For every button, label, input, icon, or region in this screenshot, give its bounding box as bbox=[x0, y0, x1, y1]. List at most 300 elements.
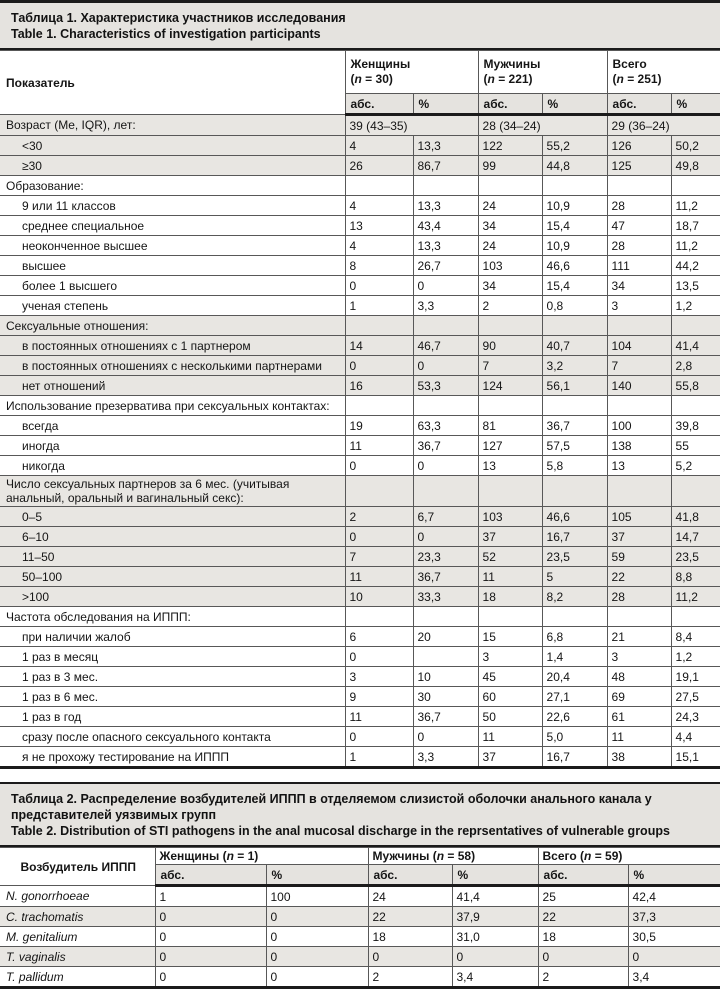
row-label: C. trachomatis bbox=[0, 907, 155, 927]
data-cell: 3,3 bbox=[413, 296, 478, 316]
data-cell: 24 bbox=[478, 196, 542, 216]
subheader-pct: % bbox=[671, 94, 720, 115]
row-label: 9 или 11 классов bbox=[0, 196, 345, 216]
data-cell: 2 bbox=[538, 967, 628, 988]
row-label: N. gonorrhoeae bbox=[0, 886, 155, 907]
data-cell: 90 bbox=[478, 336, 542, 356]
data-cell: 11 bbox=[478, 727, 542, 747]
table-row bbox=[0, 336, 720, 356]
data-cell: 47 bbox=[607, 216, 671, 236]
data-cell: 13 bbox=[478, 456, 542, 476]
table-row bbox=[0, 216, 720, 236]
data-cell: 13,5 bbox=[671, 276, 720, 296]
subheader-abs: абс. bbox=[345, 94, 413, 115]
row-label: всегда bbox=[0, 416, 345, 436]
data-cell: 46,6 bbox=[542, 507, 607, 527]
data-cell: 125 bbox=[607, 156, 671, 176]
table-row bbox=[0, 667, 720, 687]
column-header-women: Женщины (n = 1) bbox=[155, 848, 368, 865]
table-row bbox=[0, 507, 720, 527]
table-row bbox=[0, 436, 720, 456]
data-cell: 15,4 bbox=[542, 216, 607, 236]
data-cell: 13,3 bbox=[413, 236, 478, 256]
data-cell: 0 bbox=[413, 276, 478, 296]
row-label: при наличии жалоб bbox=[0, 627, 345, 647]
data-cell: 0 bbox=[452, 947, 538, 967]
row-label: нет отношений bbox=[0, 376, 345, 396]
data-cell: 3,2 bbox=[542, 356, 607, 376]
data-cell: 0 bbox=[413, 527, 478, 547]
data-cell bbox=[607, 476, 671, 507]
data-cell: 11 bbox=[345, 436, 413, 456]
data-cell: 11 bbox=[345, 707, 413, 727]
data-cell bbox=[542, 607, 607, 627]
data-cell: 24 bbox=[368, 886, 452, 907]
data-cell: 50 bbox=[478, 707, 542, 727]
data-cell: 3,4 bbox=[628, 967, 720, 988]
data-cell: 6,8 bbox=[542, 627, 607, 647]
data-cell: 36,7 bbox=[542, 416, 607, 436]
table-row bbox=[0, 907, 720, 927]
row-label: M. genitalium bbox=[0, 927, 155, 947]
data-cell: 1,4 bbox=[542, 647, 607, 667]
table-row bbox=[0, 747, 720, 768]
row-label: Число сексуальных партнеров за 6 мес. (учитывая анальный, оральный и вагинальный секс): bbox=[0, 476, 345, 507]
data-cell: 46,7 bbox=[413, 336, 478, 356]
data-cell bbox=[413, 647, 478, 667]
data-cell bbox=[607, 316, 671, 336]
table-row bbox=[0, 886, 720, 907]
data-cell: 140 bbox=[607, 376, 671, 396]
data-cell: 61 bbox=[607, 707, 671, 727]
table-row bbox=[0, 376, 720, 396]
data-cell bbox=[671, 316, 720, 336]
data-cell: 4,4 bbox=[671, 727, 720, 747]
data-cell: 2 bbox=[345, 507, 413, 527]
table-row bbox=[0, 707, 720, 727]
table-row bbox=[0, 547, 720, 567]
column-header-pathogen: Возбудитель ИППП bbox=[0, 848, 155, 886]
data-cell: 1 bbox=[345, 747, 413, 768]
table-row bbox=[0, 176, 720, 196]
data-cell bbox=[671, 607, 720, 627]
data-cell: 41,4 bbox=[452, 886, 538, 907]
row-label: Образование: bbox=[0, 176, 345, 196]
table-row bbox=[0, 396, 720, 416]
data-cell: 22 bbox=[607, 567, 671, 587]
table2-body bbox=[0, 886, 720, 988]
data-cell: 8 bbox=[345, 256, 413, 276]
data-cell: 3 bbox=[478, 647, 542, 667]
data-cell: 24 bbox=[478, 236, 542, 256]
data-cell: 11 bbox=[607, 727, 671, 747]
data-cell: 40,7 bbox=[542, 336, 607, 356]
data-cell: 0 bbox=[538, 947, 628, 967]
data-cell bbox=[478, 476, 542, 507]
data-cell: 39 (43–35) bbox=[345, 115, 478, 136]
data-cell: 36,7 bbox=[413, 567, 478, 587]
data-cell: 5,2 bbox=[671, 456, 720, 476]
row-label: среднее специальное bbox=[0, 216, 345, 236]
data-cell: 36,7 bbox=[413, 707, 478, 727]
table-row bbox=[0, 276, 720, 296]
data-cell: 13 bbox=[607, 456, 671, 476]
data-cell: 0 bbox=[345, 356, 413, 376]
data-cell: 16,7 bbox=[542, 527, 607, 547]
data-cell: 105 bbox=[607, 507, 671, 527]
data-cell: 25 bbox=[538, 886, 628, 907]
data-cell: 43,4 bbox=[413, 216, 478, 236]
data-cell: 0 bbox=[155, 967, 266, 988]
subheader-pct: % bbox=[266, 865, 368, 886]
row-label: более 1 высшего bbox=[0, 276, 345, 296]
data-cell: 24,3 bbox=[671, 707, 720, 727]
data-cell: 56,1 bbox=[542, 376, 607, 396]
data-cell: 38 bbox=[607, 747, 671, 768]
data-cell: 11 bbox=[478, 567, 542, 587]
data-cell bbox=[542, 176, 607, 196]
data-cell: 60 bbox=[478, 687, 542, 707]
data-cell bbox=[671, 476, 720, 507]
data-cell: 34 bbox=[478, 276, 542, 296]
data-cell bbox=[345, 607, 413, 627]
table2-caption bbox=[0, 784, 720, 845]
data-cell: 1 bbox=[155, 886, 266, 907]
table-row bbox=[0, 416, 720, 436]
data-cell: 3,4 bbox=[452, 967, 538, 988]
data-cell: 46,6 bbox=[542, 256, 607, 276]
row-label: неоконченное высшее bbox=[0, 236, 345, 256]
row-label: 0–5 bbox=[0, 507, 345, 527]
data-cell: 49,8 bbox=[671, 156, 720, 176]
table-row bbox=[0, 456, 720, 476]
data-cell: 16 bbox=[345, 376, 413, 396]
data-cell: 0 bbox=[345, 527, 413, 547]
data-cell: 126 bbox=[607, 136, 671, 156]
data-cell: 23,5 bbox=[671, 547, 720, 567]
data-cell: 22 bbox=[368, 907, 452, 927]
table1-header bbox=[0, 51, 720, 115]
table-row bbox=[0, 967, 720, 988]
data-cell: 7 bbox=[607, 356, 671, 376]
data-cell: 42,4 bbox=[628, 886, 720, 907]
row-label: 1 раз в месяц bbox=[0, 647, 345, 667]
data-cell: 1,2 bbox=[671, 647, 720, 667]
table-row bbox=[0, 607, 720, 627]
table2-header bbox=[0, 848, 720, 886]
table1-caption bbox=[0, 3, 720, 48]
data-cell: 86,7 bbox=[413, 156, 478, 176]
data-cell: 27,1 bbox=[542, 687, 607, 707]
data-cell: 36,7 bbox=[413, 436, 478, 456]
row-label: я не прохожу тестирование на ИППП bbox=[0, 747, 345, 768]
data-cell: 1 bbox=[345, 296, 413, 316]
data-cell: 23,5 bbox=[542, 547, 607, 567]
data-cell: 22 bbox=[538, 907, 628, 927]
data-cell: 37 bbox=[607, 527, 671, 547]
data-cell: 30,5 bbox=[628, 927, 720, 947]
data-cell bbox=[478, 316, 542, 336]
data-cell: 28 (34–24) bbox=[478, 115, 607, 136]
data-cell: 0 bbox=[266, 967, 368, 988]
data-cell: 11,2 bbox=[671, 587, 720, 607]
table-row bbox=[0, 236, 720, 256]
data-cell: 14,7 bbox=[671, 527, 720, 547]
table2-caption-en: Table 2. Distribution of STI pathogens in the anal mucosal discharge in the reprsentatives of vulnerable groups bbox=[11, 824, 670, 838]
data-cell: 103 bbox=[478, 507, 542, 527]
data-cell bbox=[413, 176, 478, 196]
data-cell: 20 bbox=[413, 627, 478, 647]
data-cell: 26,7 bbox=[413, 256, 478, 276]
data-cell: 122 bbox=[478, 136, 542, 156]
data-cell: 13,3 bbox=[413, 196, 478, 216]
table-row bbox=[0, 527, 720, 547]
data-cell: 37,9 bbox=[452, 907, 538, 927]
data-cell: 8,4 bbox=[671, 627, 720, 647]
data-cell: 59 bbox=[607, 547, 671, 567]
tables-gap bbox=[0, 769, 720, 782]
table-row bbox=[0, 476, 720, 507]
table-row bbox=[0, 156, 720, 176]
data-cell bbox=[413, 607, 478, 627]
column-header-total: Всего (n = 59) bbox=[538, 848, 720, 865]
data-cell: 0 bbox=[413, 356, 478, 376]
data-cell bbox=[345, 396, 413, 416]
data-cell: 55 bbox=[671, 436, 720, 456]
row-label: T. pallidum bbox=[0, 967, 155, 988]
data-cell: 5 bbox=[542, 567, 607, 587]
data-cell: 16,7 bbox=[542, 747, 607, 768]
data-cell: 13,3 bbox=[413, 136, 478, 156]
data-cell: 0 bbox=[345, 647, 413, 667]
table-row bbox=[0, 136, 720, 156]
data-cell: 0,8 bbox=[542, 296, 607, 316]
data-cell: 52 bbox=[478, 547, 542, 567]
table-row bbox=[0, 587, 720, 607]
table-row bbox=[0, 356, 720, 376]
data-cell: 37 bbox=[478, 747, 542, 768]
data-cell: 0 bbox=[345, 727, 413, 747]
data-cell: 0 bbox=[266, 947, 368, 967]
data-cell: 10 bbox=[345, 587, 413, 607]
data-cell bbox=[607, 396, 671, 416]
row-label: 6–10 bbox=[0, 527, 345, 547]
data-cell: 31,0 bbox=[452, 927, 538, 947]
row-label: никогда bbox=[0, 456, 345, 476]
data-cell: 27,5 bbox=[671, 687, 720, 707]
data-cell bbox=[413, 396, 478, 416]
subheader-pct: % bbox=[413, 94, 478, 115]
data-cell: 0 bbox=[413, 456, 478, 476]
row-label: >100 bbox=[0, 587, 345, 607]
row-label: ≥30 bbox=[0, 156, 345, 176]
data-cell: 18 bbox=[478, 587, 542, 607]
table1 bbox=[0, 50, 720, 769]
data-cell bbox=[345, 476, 413, 507]
data-cell bbox=[607, 607, 671, 627]
column-header-indicator: Показатель bbox=[0, 51, 345, 115]
row-label: Сексуальные отношения: bbox=[0, 316, 345, 336]
table-row bbox=[0, 296, 720, 316]
data-cell: 5,8 bbox=[542, 456, 607, 476]
subheader-pct: % bbox=[452, 865, 538, 886]
data-cell: 0 bbox=[628, 947, 720, 967]
data-cell bbox=[671, 176, 720, 196]
data-cell: 3 bbox=[607, 296, 671, 316]
data-cell: 8,8 bbox=[671, 567, 720, 587]
table-row bbox=[0, 687, 720, 707]
row-label: ученая степень bbox=[0, 296, 345, 316]
subheader-abs: абс. bbox=[155, 865, 266, 886]
data-cell: 50,2 bbox=[671, 136, 720, 156]
table-row bbox=[0, 727, 720, 747]
data-cell: 19,1 bbox=[671, 667, 720, 687]
table-row bbox=[0, 927, 720, 947]
data-cell: 26 bbox=[345, 156, 413, 176]
row-label: 1 раз в год bbox=[0, 707, 345, 727]
data-cell: 18,7 bbox=[671, 216, 720, 236]
data-cell bbox=[542, 316, 607, 336]
data-cell: 4 bbox=[345, 236, 413, 256]
data-cell: 11 bbox=[345, 567, 413, 587]
table-row bbox=[0, 115, 720, 136]
data-cell: 0 bbox=[155, 907, 266, 927]
data-cell: 22,6 bbox=[542, 707, 607, 727]
data-cell: 138 bbox=[607, 436, 671, 456]
data-cell: 100 bbox=[607, 416, 671, 436]
column-header-men: Мужчины (n = 58) bbox=[368, 848, 538, 865]
table-row bbox=[0, 627, 720, 647]
data-cell: 44,8 bbox=[542, 156, 607, 176]
table1-section bbox=[0, 3, 720, 769]
data-cell: 11,2 bbox=[671, 236, 720, 256]
data-cell: 0 bbox=[266, 927, 368, 947]
data-cell: 3 bbox=[345, 667, 413, 687]
data-cell: 1,2 bbox=[671, 296, 720, 316]
row-label: 1 раз в 6 мес. bbox=[0, 687, 345, 707]
data-cell: 28 bbox=[607, 587, 671, 607]
data-cell: 99 bbox=[478, 156, 542, 176]
data-cell bbox=[671, 396, 720, 416]
data-cell: 29 (36–24) bbox=[607, 115, 720, 136]
data-cell: 6 bbox=[345, 627, 413, 647]
data-cell: 30 bbox=[413, 687, 478, 707]
data-cell: 5,0 bbox=[542, 727, 607, 747]
data-cell: 63,3 bbox=[413, 416, 478, 436]
row-label: сразу после опасного сексуального контакта bbox=[0, 727, 345, 747]
data-cell: 53,3 bbox=[413, 376, 478, 396]
table1-caption-ru: Таблица 1. Характеристика участников исследования bbox=[11, 11, 346, 25]
subheader-abs: абс. bbox=[607, 94, 671, 115]
column-header-women: Женщины (n = 30) bbox=[345, 51, 478, 94]
data-cell: 18 bbox=[538, 927, 628, 947]
row-label: 11–50 bbox=[0, 547, 345, 567]
data-cell: 14 bbox=[345, 336, 413, 356]
row-label: Частота обследования на ИППП: bbox=[0, 607, 345, 627]
data-cell: 20,4 bbox=[542, 667, 607, 687]
data-cell: 0 bbox=[266, 907, 368, 927]
data-cell: 0 bbox=[155, 927, 266, 947]
data-cell: 15 bbox=[478, 627, 542, 647]
subheader-abs: абс. bbox=[538, 865, 628, 886]
data-cell: 55,2 bbox=[542, 136, 607, 156]
table-row bbox=[0, 567, 720, 587]
table1-caption-en: Table 1. Characteristics of investigation participants bbox=[11, 27, 321, 41]
data-cell: 15,1 bbox=[671, 747, 720, 768]
data-cell bbox=[478, 607, 542, 627]
data-cell: 69 bbox=[607, 687, 671, 707]
data-cell: 3 bbox=[607, 647, 671, 667]
data-cell: 13 bbox=[345, 216, 413, 236]
data-cell: 2,8 bbox=[671, 356, 720, 376]
table2-caption-ru: Таблица 2. Распределение возбудителей ИППП в отделяемом слизистой оболочки анального канала у представителей уязвимых групп bbox=[11, 792, 652, 822]
data-cell bbox=[607, 176, 671, 196]
data-cell: 18 bbox=[368, 927, 452, 947]
data-cell: 4 bbox=[345, 196, 413, 216]
data-cell: 21 bbox=[607, 627, 671, 647]
column-header-men: Мужчины (n = 221) bbox=[478, 51, 607, 94]
data-cell: 124 bbox=[478, 376, 542, 396]
table-row bbox=[0, 196, 720, 216]
row-label: 1 раз в 3 мес. bbox=[0, 667, 345, 687]
row-label: в постоянных отношениях с 1 партнером bbox=[0, 336, 345, 356]
data-cell: 111 bbox=[607, 256, 671, 276]
data-cell: 37,3 bbox=[628, 907, 720, 927]
data-cell: 2 bbox=[368, 967, 452, 988]
data-cell bbox=[542, 396, 607, 416]
data-cell: 100 bbox=[266, 886, 368, 907]
data-cell: 10,9 bbox=[542, 196, 607, 216]
row-label: <30 bbox=[0, 136, 345, 156]
data-cell: 0 bbox=[345, 276, 413, 296]
row-label: T. vaginalis bbox=[0, 947, 155, 967]
data-cell: 19 bbox=[345, 416, 413, 436]
table-row bbox=[0, 316, 720, 336]
table2-section bbox=[0, 782, 720, 989]
data-cell: 39,8 bbox=[671, 416, 720, 436]
data-cell: 34 bbox=[607, 276, 671, 296]
data-cell: 34 bbox=[478, 216, 542, 236]
data-cell: 6,7 bbox=[413, 507, 478, 527]
data-cell: 23,3 bbox=[413, 547, 478, 567]
data-cell: 11,2 bbox=[671, 196, 720, 216]
data-cell: 57,5 bbox=[542, 436, 607, 456]
data-cell: 103 bbox=[478, 256, 542, 276]
data-cell: 81 bbox=[478, 416, 542, 436]
data-cell: 0 bbox=[413, 727, 478, 747]
row-label: Возраст (Me, IQR), лет: bbox=[0, 115, 345, 136]
data-cell: 33,3 bbox=[413, 587, 478, 607]
row-label: 50–100 bbox=[0, 567, 345, 587]
subheader-pct: % bbox=[542, 94, 607, 115]
data-cell: 41,4 bbox=[671, 336, 720, 356]
data-cell: 28 bbox=[607, 196, 671, 216]
row-label: иногда bbox=[0, 436, 345, 456]
data-cell bbox=[542, 476, 607, 507]
subheader-pct: % bbox=[628, 865, 720, 886]
row-label: Использование презерватива при сексуальных контактах: bbox=[0, 396, 345, 416]
subheader-abs: абс. bbox=[478, 94, 542, 115]
data-cell: 3,3 bbox=[413, 747, 478, 768]
row-label: в постоянных отношениях с несколькими партнерами bbox=[0, 356, 345, 376]
data-cell: 0 bbox=[368, 947, 452, 967]
data-cell bbox=[478, 176, 542, 196]
data-cell: 7 bbox=[478, 356, 542, 376]
data-cell: 28 bbox=[607, 236, 671, 256]
data-cell bbox=[345, 316, 413, 336]
data-cell bbox=[345, 176, 413, 196]
table1-body bbox=[0, 115, 720, 768]
